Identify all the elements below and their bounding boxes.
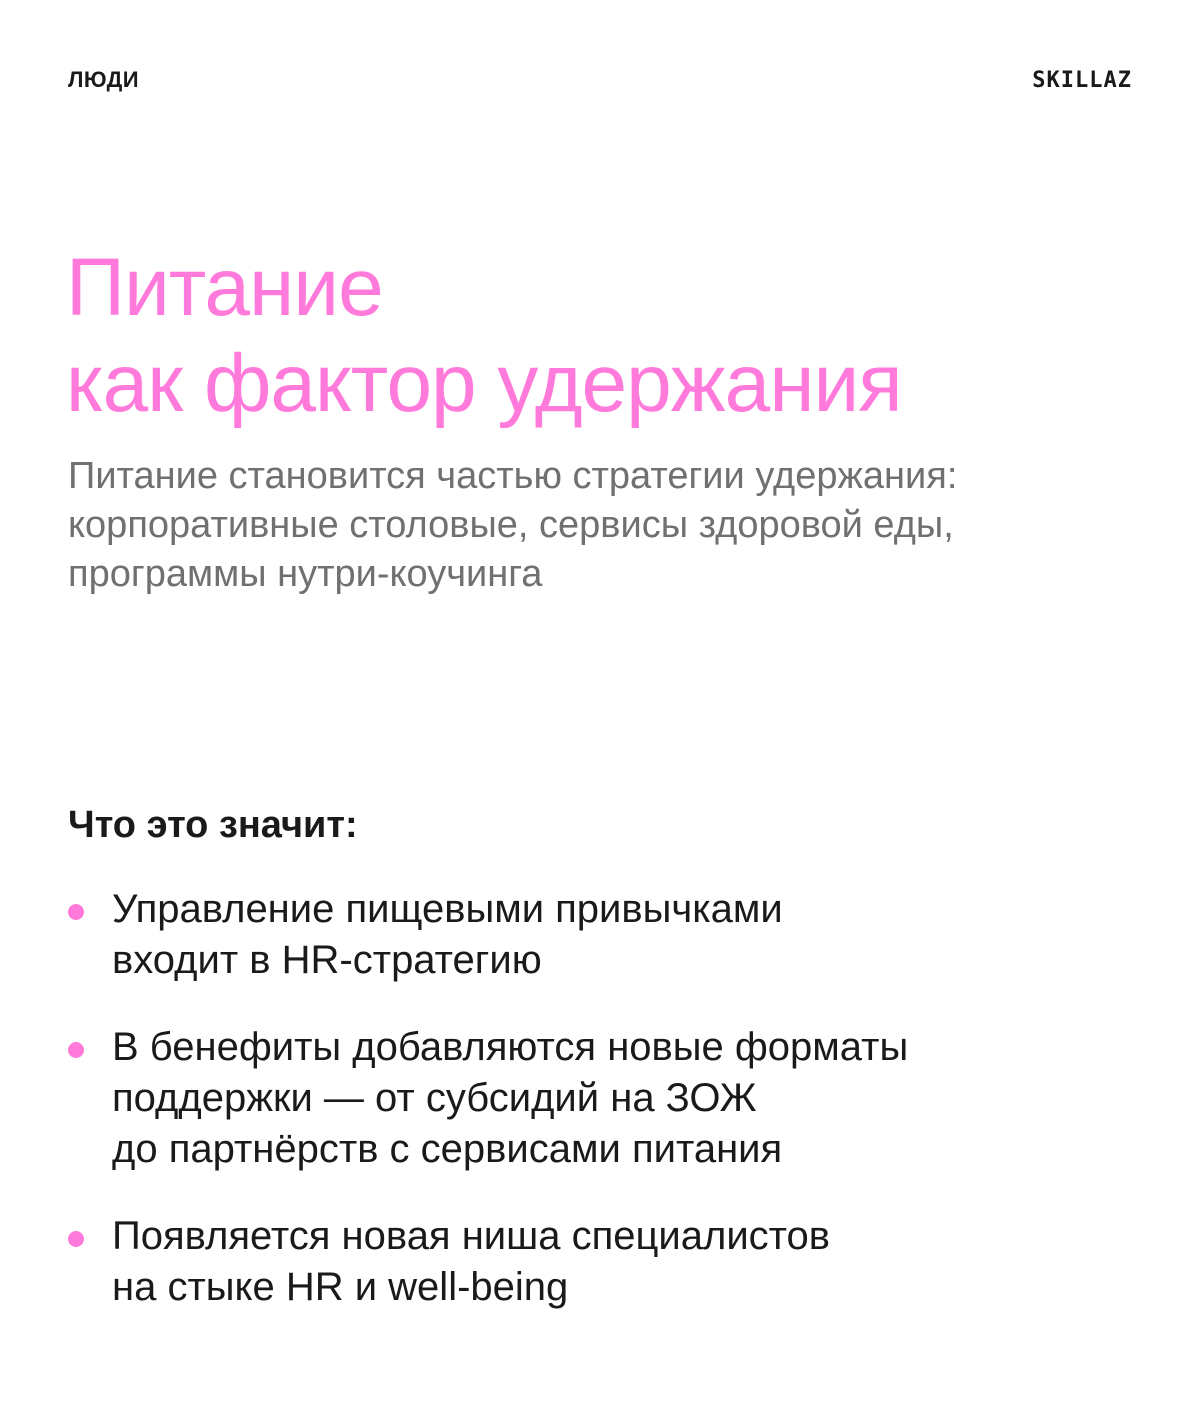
pink-dot-icon (68, 904, 84, 920)
pink-dot-icon (68, 1042, 84, 1058)
page-title (66, 240, 902, 432)
list-item-text (112, 884, 908, 986)
section-tag: ЛЮДИ (68, 67, 140, 92)
bullet-list (68, 884, 908, 1349)
top-bar (68, 64, 1132, 96)
subtitle (68, 452, 957, 599)
subtitle-line-3: программы нутри-коучинга (68, 553, 543, 595)
list-item-line: Управление пищевыми привычками (112, 887, 783, 931)
list-item (68, 1022, 908, 1175)
subtitle-line-2: корпоративные столовые, сервисы здоровой еды, (68, 504, 954, 546)
list-item (68, 1211, 908, 1313)
brand-logo: SKILLAZ (1032, 67, 1132, 93)
list-item-line: входит в HR-стратегию (112, 938, 542, 982)
list-item-line: Появляется новая ниша специалистов (112, 1214, 831, 1258)
section-heading: Что это значит: (68, 804, 358, 846)
pink-dot-icon (68, 1231, 84, 1247)
list-item-line: поддержки — от субсидий на ЗОЖ (112, 1076, 757, 1120)
subtitle-line-1: Питание становится частью стратегии удержания: (68, 455, 958, 497)
list-item (68, 884, 908, 986)
list-item-text (112, 1022, 908, 1175)
title-line-2: как фактор удержания (66, 338, 902, 429)
list-item-line: В бенефиты добавляются новые форматы (112, 1025, 909, 1069)
list-item-line: до партнёрств с сервисами питания (112, 1127, 783, 1171)
title-line-1: Питание (66, 242, 383, 333)
list-item-text (112, 1211, 908, 1313)
list-item-line: на стыке HR и well-being (112, 1265, 569, 1309)
